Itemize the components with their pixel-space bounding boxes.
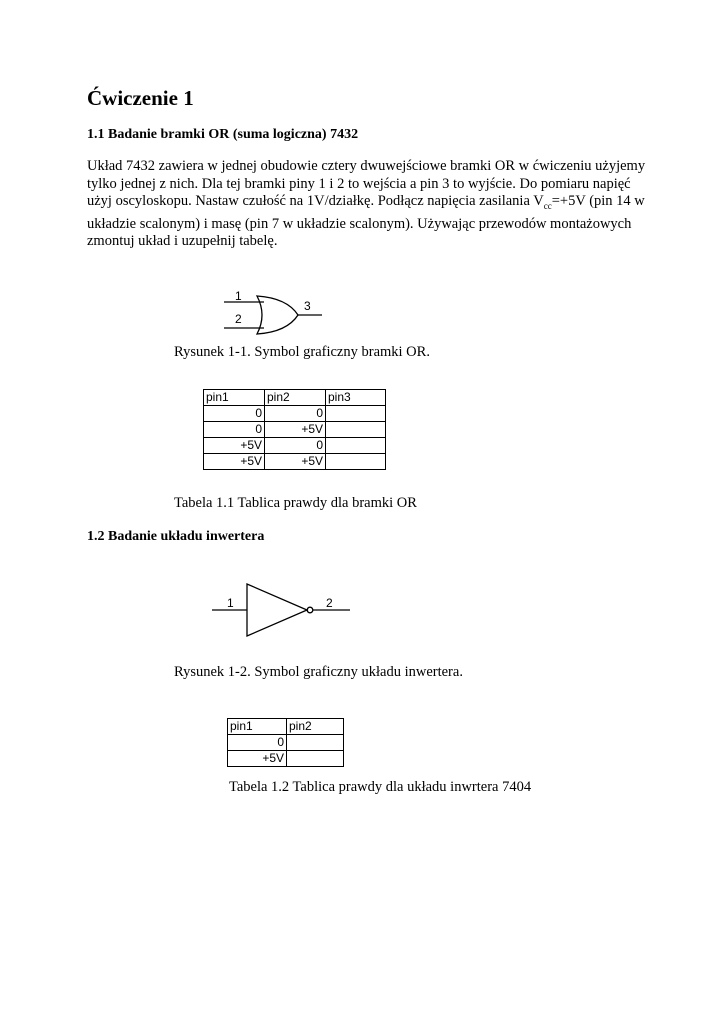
inverter-symbol [210, 578, 355, 642]
table-cell: +5V [204, 438, 265, 454]
table-cell[interactable] [287, 735, 344, 751]
table-cell: 0 [204, 406, 265, 422]
table-header-cell: pin1 [204, 390, 265, 406]
table-cell: +5V [228, 751, 287, 767]
table-cell: +5V [265, 422, 326, 438]
table-1-caption: Tabela 1.1 Tablica prawdy dla bramki OR [174, 495, 417, 511]
table-header-cell: pin2 [265, 390, 326, 406]
or-truth-table [203, 389, 386, 470]
table-row [204, 438, 386, 454]
table-cell: 0 [204, 422, 265, 438]
table-header-cell: pin3 [326, 390, 386, 406]
section-1-paragraph [87, 158, 647, 251]
or-pin-1-label: 1 [235, 289, 242, 303]
inverter-pin-1-label: 1 [227, 596, 234, 610]
table-header-row [204, 390, 386, 406]
table-cell[interactable] [326, 438, 386, 454]
table-header-cell: pin2 [287, 719, 344, 735]
table-row [204, 406, 386, 422]
table-cell: +5V [204, 454, 265, 470]
section-1-heading: 1.1 Badanie bramki OR (suma logiczna) 7432 [87, 127, 359, 142]
table-cell[interactable] [326, 454, 386, 470]
inverter-body [247, 584, 307, 636]
table-cell: +5V [265, 454, 326, 470]
page-title: Ćwiczenie 1 [87, 86, 194, 110]
paragraph-text-part2: =+5V (pin 14 w układzie scalonym) i masę (pin 7 w układzie scalonym). Używając przewodów montażowych zmontuj układ i uzupełnij tabelę. [87, 193, 645, 250]
or-pin-2-label: 2 [235, 312, 242, 326]
table-2-caption: Tabela 1.2 Tablica prawdy dla układu inwrtera 7404 [229, 779, 532, 795]
table-cell[interactable] [287, 751, 344, 767]
table-header-row [228, 719, 344, 735]
paragraph-subscript: cc [543, 201, 552, 212]
table-cell[interactable] [326, 422, 386, 438]
figure-1-caption: Rysunek 1-1. Symbol graficzny bramki OR. [174, 344, 430, 360]
table-row [228, 751, 344, 767]
table-row [204, 422, 386, 438]
table-cell[interactable] [326, 406, 386, 422]
table-header-cell: pin1 [228, 719, 287, 735]
table-cell: 0 [228, 735, 287, 751]
or-pin-3-label: 3 [304, 299, 311, 313]
table-cell: 0 [265, 438, 326, 454]
table-row [204, 454, 386, 470]
or-gate-symbol [222, 288, 327, 338]
inverter-pin-2-label: 2 [326, 596, 333, 610]
figure-2-caption: Rysunek 1-2. Symbol graficzny układu inwertera. [174, 664, 463, 680]
inverter-truth-table [227, 718, 344, 767]
paragraph-text-part1: Układ 7432 zawiera w jednej obudowie cztery dwuwejściowe bramki OR w ćwiczeniu użyjemy tylko jednej z nich. Dla tej bramki piny 1 i 2 to wejścia a pin 3 to wyjście. Do pomiaru napięć użyj oscyloskopu. Nastaw czułość na 1V/działkę. Podłącz napięcia zasilania V [87, 158, 646, 210]
section-2-heading: 1.2 Badanie układu inwertera [87, 529, 265, 544]
table-row [228, 735, 344, 751]
table-cell: 0 [265, 406, 326, 422]
